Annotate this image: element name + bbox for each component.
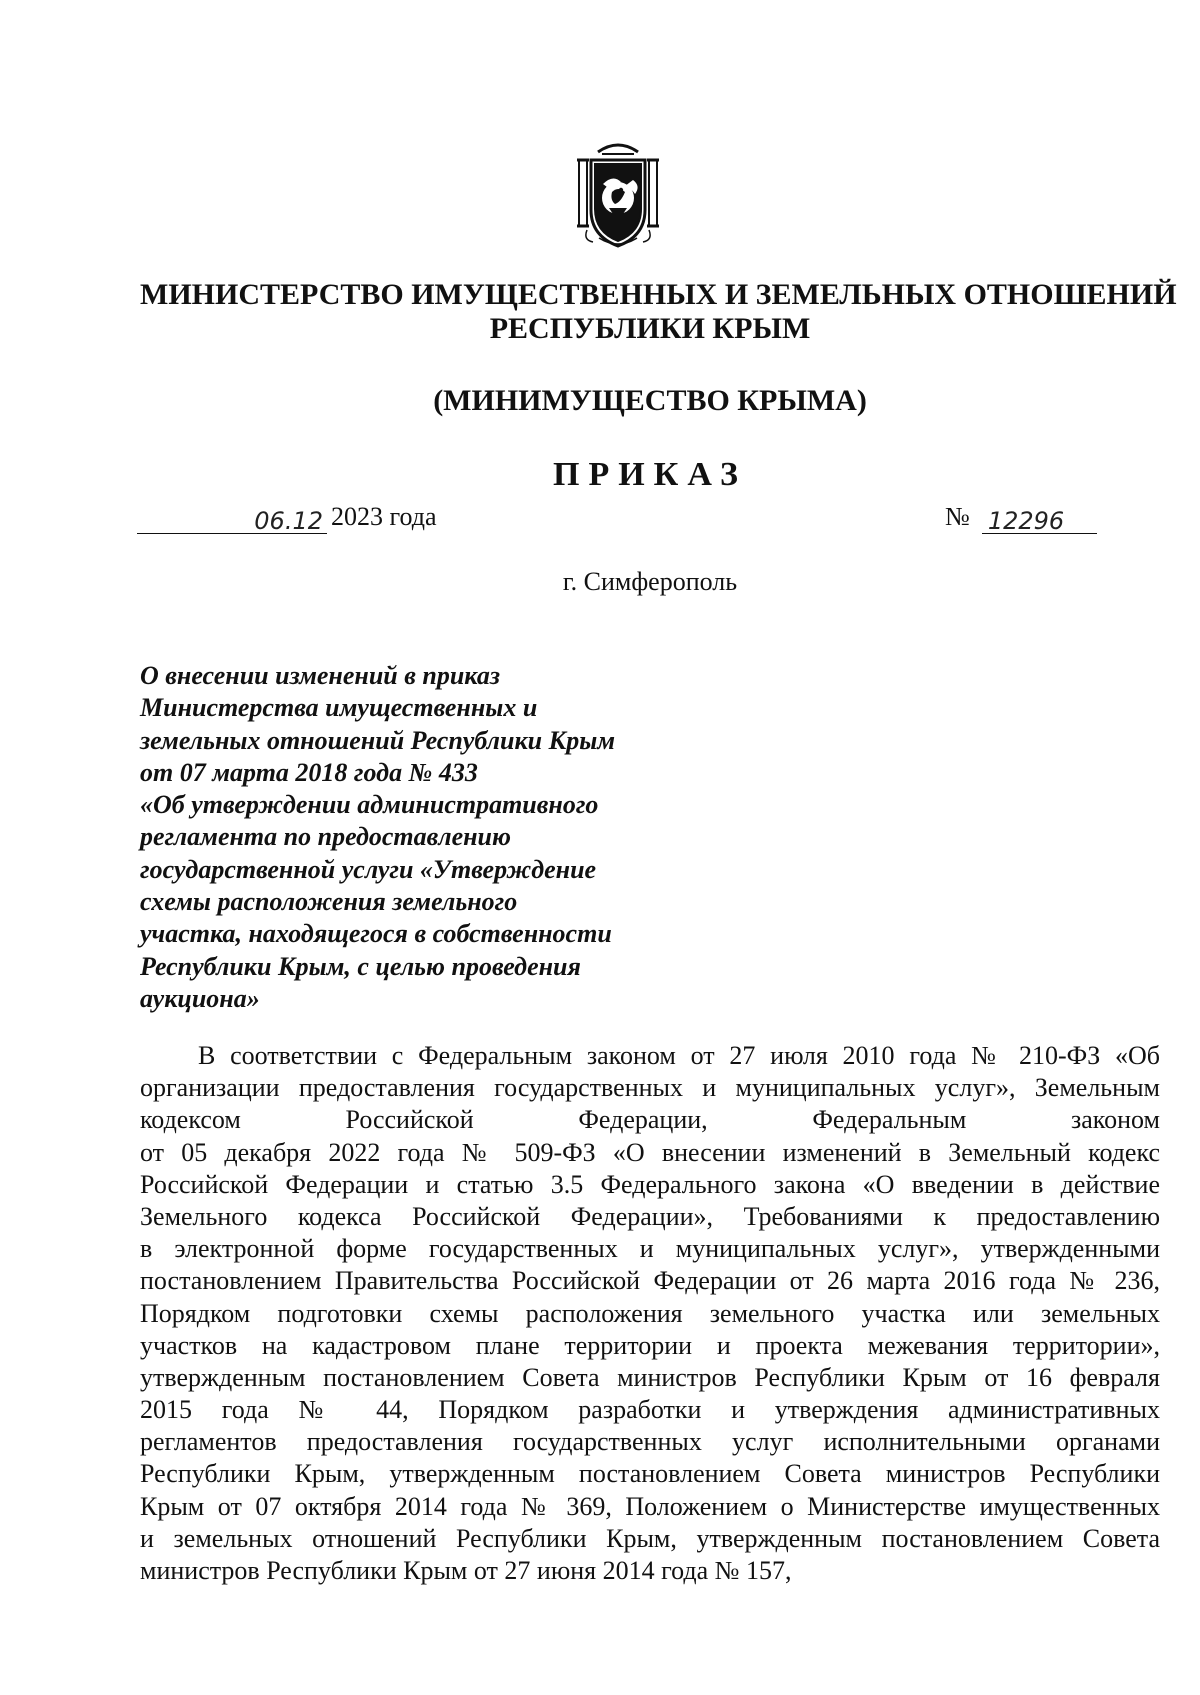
body-line: участков на кадастровом плане территории и проекта межевания территории», xyxy=(140,1330,1160,1360)
body-line: утвержденным постановлением Совета министров Республики Крым от 16 февраля xyxy=(140,1362,1160,1392)
number-prefix: № xyxy=(945,502,970,531)
body-line: от 05 декабря 2022 года № 509-ФЗ «О внесении изменений в Земельный кодекс xyxy=(140,1137,1160,1167)
subject-line: земельных отношений Республики Крым xyxy=(140,725,616,755)
order-number xyxy=(945,500,1097,534)
preamble-paragraph xyxy=(140,1040,1160,1587)
subject-line: Министерства имущественных и xyxy=(140,693,538,723)
body-line: 2015 года № 44, Порядком разработки и утверждения административных xyxy=(140,1395,1160,1425)
body-line: В соответствии с Федеральным законом от 27 июля 2010 года № 210-ФЗ «Об xyxy=(198,1041,1160,1070)
body-line: в электронной форме государственных и муниципальных услуг», утвержденными xyxy=(140,1234,1160,1264)
body-line: Крым от 07 октября 2014 года № 369, Положением о Министерстве имущественных xyxy=(140,1491,1160,1521)
subject-line: регламента по предоставлению xyxy=(140,822,511,852)
coat-of-arms-emblem-icon xyxy=(575,140,661,250)
order-subject xyxy=(140,660,700,1015)
body-line: Республики Крым, утвержденным постановлением Совета министров Республики xyxy=(140,1459,1160,1489)
subject-line: схемы расположения земельного xyxy=(140,887,518,917)
city-label: г. Симферополь xyxy=(562,567,738,596)
subject-line: О внесении изменений в приказ xyxy=(140,661,500,690)
subject-line: от 07 марта 2018 года № 433 xyxy=(140,757,478,787)
ministry-name-line2: РЕСПУБЛИКИ КРЫМ xyxy=(489,312,811,345)
body-line: Российской Федерации и статью 3.5 Федерального закона «О введении в действие xyxy=(140,1169,1160,1199)
body-line: постановлением Правительства Российской Федерации от 26 марта 2016 года № 236, xyxy=(140,1266,1160,1296)
ministry-short-name: (МИНИМУЩЕСТВО КРЫМА) xyxy=(433,384,867,417)
order-date xyxy=(137,500,437,534)
date-year-label: 2023 года xyxy=(331,502,437,531)
ministry-name-line1: МИНИСТЕРСТВО ИМУЩЕСТВЕННЫХ И ЗЕМЕЛЬНЫХ ОТНОШЕНИЙ xyxy=(140,278,1177,311)
body-line: Земельного кодекса Российской Федерации», Требованиями к предоставлению xyxy=(140,1201,1160,1231)
body-line: министров Республики Крым от 27 июня 2014 года № 157, xyxy=(140,1556,792,1585)
body-line: и земельных отношений Республики Крым, утвержденным постановлением Совета xyxy=(140,1523,1160,1553)
handwritten-date: 06.12 xyxy=(254,507,323,535)
body-line: кодексом Российской Федерации, Федеральным законом xyxy=(140,1105,1160,1135)
number-field xyxy=(982,504,1097,534)
subject-line: аукциона» xyxy=(140,983,260,1013)
subject-line: государственной услуги «Утверждение xyxy=(140,854,597,884)
handwritten-number: 12296 xyxy=(987,507,1065,535)
document-type-title: ПРИКАЗ xyxy=(553,456,747,493)
body-line: Порядком подготовки схемы расположения земельного участка или земельных xyxy=(140,1298,1160,1328)
body-line: регламентов предоставления государственных услуг исполнительными органами xyxy=(140,1427,1160,1457)
date-field xyxy=(137,504,327,534)
subject-line: «Об утверждении административного xyxy=(140,790,599,820)
subject-line: участка, находящегося в собственности xyxy=(140,919,612,949)
body-line: организации предоставления государственных и муниципальных услуг», Земельным xyxy=(140,1073,1160,1103)
subject-line: Республики Крым, с целью проведения xyxy=(140,951,581,981)
ministry-name xyxy=(140,278,1177,346)
